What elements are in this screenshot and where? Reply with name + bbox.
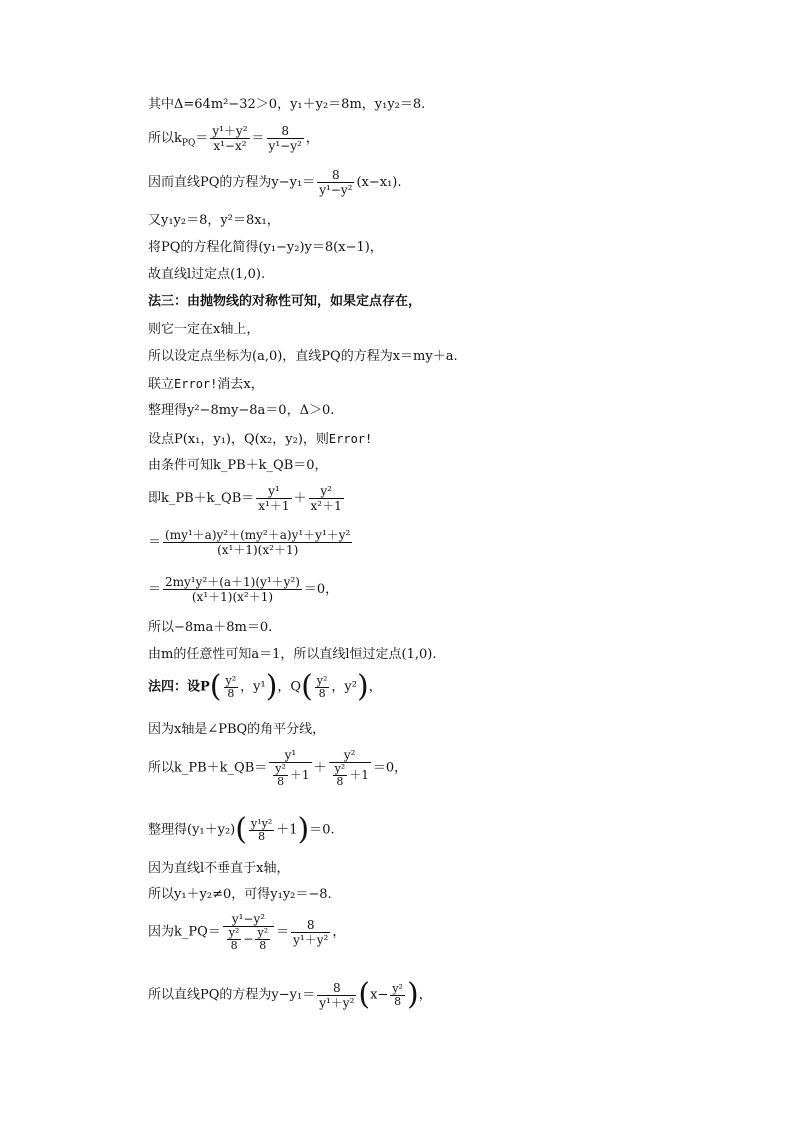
- fraction: [329, 748, 371, 788]
- text-line-5: [148, 240, 383, 256]
- fraction: [163, 528, 352, 557]
- line-text: 所以k_PB＋k_QB＝: [148, 760, 268, 776]
- line-text: 因为k_PQ＝: [148, 924, 221, 940]
- fraction: [273, 763, 288, 788]
- line-text: 其中Δ=64m²−32＞0，y₁＋y₂＝8m，y₁y₂＝8.: [148, 97, 426, 112]
- minus: −: [243, 932, 254, 946]
- text-line-20: [148, 722, 325, 738]
- denominator: x²＋1: [310, 499, 342, 513]
- fraction: [390, 983, 405, 1008]
- numerator: y¹: [256, 484, 291, 499]
- line-text: x−: [370, 987, 389, 1003]
- numerator: y²: [334, 762, 346, 775]
- text-line-24: [148, 887, 332, 903]
- numerator: y¹y²: [250, 816, 273, 830]
- text-line-2: [148, 124, 319, 153]
- numerator: y²: [316, 673, 328, 687]
- denominator: y¹−y²: [268, 139, 302, 153]
- denominator: 8: [259, 939, 267, 952]
- line-text: ，: [368, 679, 382, 695]
- line-text: ＋1: [349, 768, 369, 782]
- denominator: 8: [258, 829, 266, 843]
- denominator: [269, 763, 311, 788]
- line-text: ，y¹: [240, 679, 266, 695]
- denominator: x¹−x²: [213, 139, 247, 153]
- text-line-10: [148, 376, 264, 393]
- line-text: ，: [418, 987, 432, 1003]
- fraction: [249, 818, 274, 843]
- text-line-18: [148, 647, 436, 663]
- denominator: 8: [336, 775, 344, 788]
- fraction: [255, 927, 270, 952]
- line-text: 因为直线l不垂直于x轴，: [148, 861, 290, 876]
- text-line-19: [148, 669, 382, 704]
- text-line-13: [148, 458, 328, 474]
- paren: (: [209, 669, 222, 704]
- fraction: [256, 484, 291, 513]
- subscript: PQ: [181, 138, 196, 149]
- line-text: 所以设定点坐标为(a,0)，直线PQ的方程为x＝my＋a.: [148, 349, 458, 364]
- numerator: y¹＋y²: [212, 124, 248, 138]
- equals: ＝: [195, 131, 209, 146]
- denominator: y¹＋y²: [293, 932, 329, 947]
- line-text: ＋1: [276, 822, 298, 838]
- line-text: ，: [305, 131, 319, 146]
- paren: (: [235, 812, 247, 847]
- numerator: y²: [392, 981, 403, 995]
- numerator: (my¹＋a)y²＋(my²＋a)y¹＋y¹＋y²: [165, 528, 351, 542]
- numerator: y²: [329, 748, 371, 763]
- numerator: y²: [275, 762, 286, 775]
- line-text: ＝0.: [309, 822, 335, 838]
- line-text: 法四：设P: [148, 679, 210, 695]
- denominator: y¹−y²: [319, 183, 353, 197]
- numerator: y¹−y²: [223, 912, 274, 927]
- fraction: [317, 168, 354, 197]
- plus: ＋: [313, 760, 327, 776]
- line-text: ，: [332, 924, 346, 940]
- text-line-3: [148, 168, 401, 197]
- text-line-6: [148, 267, 265, 283]
- text-line-16: [148, 575, 338, 604]
- paren: ): [297, 812, 310, 847]
- line-text: 整理得(y₁＋y₂): [148, 822, 236, 838]
- line-text: 整理得y²−8my−8a＝0，Δ＞0.: [148, 403, 335, 418]
- numerator: 8: [267, 124, 304, 139]
- fraction: [210, 124, 249, 153]
- text-line-8: [148, 322, 259, 338]
- numerator: 8: [317, 981, 356, 996]
- fraction: [317, 981, 356, 1010]
- line-text: 消去x，: [217, 377, 264, 392]
- equals: ＝: [148, 535, 162, 550]
- line-text: 联立: [148, 377, 175, 392]
- error-text: Error!: [328, 432, 373, 446]
- text-line-21: [148, 748, 407, 788]
- denominator: y¹＋y²: [319, 995, 355, 1010]
- line-text: ，Q: [277, 679, 302, 695]
- numerator: y¹: [269, 748, 311, 763]
- text-line-11: [148, 403, 334, 419]
- fraction: [267, 124, 304, 153]
- numerator: 8: [291, 918, 330, 933]
- denominator: 8: [227, 686, 235, 700]
- numerator: y²: [309, 484, 344, 499]
- fraction: [227, 927, 242, 952]
- line-text: 由条件可知k_PB＋k_QB＝0，: [148, 458, 328, 473]
- line-text: 所以k: [148, 131, 182, 146]
- paren: ): [356, 669, 369, 704]
- line-text: 所以−8ma＋8m＝0.: [148, 620, 273, 635]
- numerator: y²: [228, 926, 240, 939]
- paren: (: [301, 669, 313, 704]
- text-line-4: [148, 213, 280, 229]
- line-text: 设点P(x₁，y₁)，Q(x₂，y₂)，则: [148, 432, 329, 447]
- text-line-1: [148, 97, 425, 113]
- plus: ＋: [293, 491, 307, 506]
- line-text: ，y²: [331, 679, 357, 695]
- denominator: (x¹＋1)(x²＋1): [191, 590, 274, 604]
- text-line-22: [148, 812, 335, 847]
- denominator: 8: [277, 775, 285, 788]
- equals: ＝: [251, 131, 265, 146]
- denominator: x¹＋1: [258, 499, 290, 513]
- paren: ): [406, 977, 419, 1012]
- denominator: 8: [318, 686, 326, 700]
- line-text: 又y₁y₂＝8，y²＝8x₁，: [148, 213, 280, 228]
- line-text: 所以y₁＋y₂≠0，可得y₁y₂＝−8.: [148, 887, 332, 902]
- fraction: [163, 575, 302, 604]
- line-text: ＝0，: [372, 760, 408, 776]
- line-text: 将PQ的方程化简得(y₁−y₂)y＝8(x−1)，: [148, 240, 383, 255]
- equals: ＝: [148, 582, 162, 597]
- fraction: [291, 918, 330, 947]
- denominator: 8: [230, 939, 238, 952]
- denominator: (x¹＋1)(x²＋1): [217, 543, 299, 557]
- text-line-25: [148, 912, 345, 952]
- line-text: ＋1: [289, 768, 310, 782]
- text-line-14: [148, 484, 346, 513]
- line-text: 因而直线PQ的方程为y−y₁＝: [148, 175, 316, 190]
- line-text: 即k_PB＋k_QB＝: [148, 491, 255, 506]
- line-text: 由m的任意性可知a＝1，所以直线l恒过定点(1,0).: [148, 647, 437, 662]
- numerator: 8: [317, 168, 354, 183]
- line-text: 故直线l过定点(1,0).: [148, 267, 266, 282]
- numerator: y²: [225, 673, 237, 687]
- numerator: y²: [257, 926, 269, 939]
- equals: ＝: [276, 924, 290, 940]
- text-line-9: [148, 349, 458, 365]
- fraction: [224, 675, 239, 700]
- denominator: [329, 763, 371, 788]
- error-text: Error!: [174, 377, 218, 391]
- fraction: [315, 675, 330, 700]
- text-line-7: [148, 294, 421, 310]
- text-line-17: [148, 620, 272, 636]
- numerator: 2my¹y²＋(a＋1)(y¹＋y²): [165, 575, 300, 589]
- text-line-15: [148, 528, 354, 557]
- fraction: [269, 748, 311, 788]
- line-text: 法三：由抛物线的对称性可知，如果定点存在，: [148, 294, 422, 309]
- fraction: [333, 763, 348, 788]
- line-text: 则它一定在x轴上，: [148, 322, 260, 337]
- text-line-26: [148, 977, 432, 1012]
- line-text: ＝0，: [303, 582, 339, 597]
- denominator: [223, 927, 274, 952]
- line-text: 因为x轴是∠PBQ的角平分线，: [148, 722, 326, 737]
- text-line-23: [148, 861, 290, 877]
- line-text: (x−x₁).: [356, 175, 402, 190]
- text-line-12: [148, 431, 372, 448]
- paren: ): [265, 669, 278, 704]
- fraction: [309, 484, 344, 513]
- fraction: [223, 912, 274, 952]
- paren: (: [358, 977, 371, 1012]
- line-text: 所以直线PQ的方程为y−y₁＝: [148, 987, 316, 1003]
- denominator: 8: [394, 994, 402, 1008]
